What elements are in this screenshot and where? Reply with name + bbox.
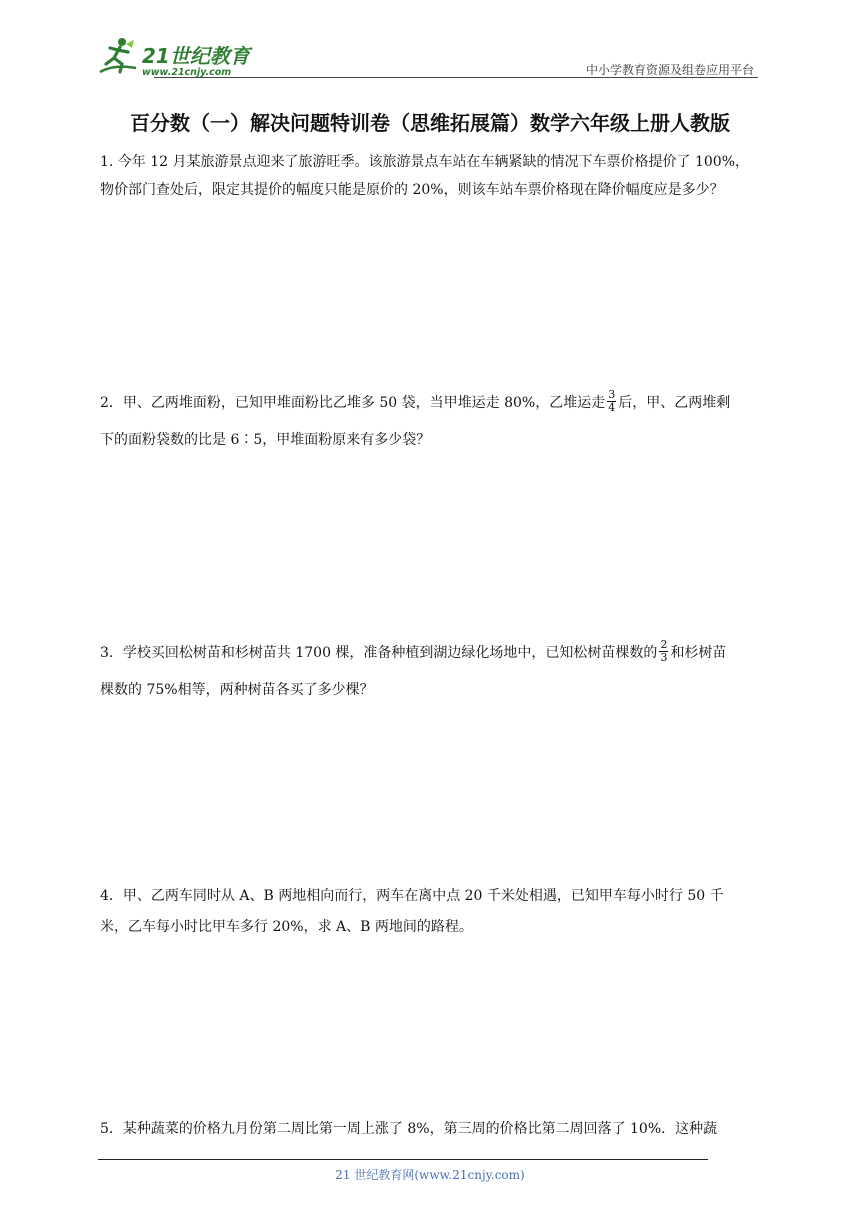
fraction-numerator: 2 (660, 637, 668, 651)
question-3-text-a: 3．学校买回松树苗和杉树苗共 1700 棵，准备种植到湖边绿化场地中，已知松树苗棵数的 (100, 645, 658, 661)
runner-logo-icon (96, 34, 140, 78)
question-1-line-2: 物价部门查处后，限定其提价的幅度只能是原价的 20%，则该车站车票价格现在降价幅度应是多少？ (100, 182, 724, 198)
platform-label: 中小学教育资源及组卷应用平台 (585, 63, 754, 77)
page-header (96, 30, 758, 78)
logo-text (142, 45, 250, 78)
footer-text: 21 世纪教育网(www.21cnjy.com) (335, 1168, 525, 1182)
question-2-text-a: 2．甲、乙两堆面粉，已知甲堆面粉比乙堆多 50 袋，当甲堆运走 80%，乙堆运走 (100, 395, 606, 411)
fraction (659, 639, 668, 664)
question-2-line-1 (100, 386, 765, 420)
fraction-numerator: 3 (608, 387, 616, 401)
question-4-line-2: 米，乙车每小时比甲车多行 20%，求 A、B 两地间的路程。 (100, 919, 473, 935)
fraction (607, 389, 616, 414)
question-4-line-1: 4．甲、乙两车同时从 A、B 两地相向而行，两车在离中点 20 千米处相遇，已知甲车每小时行 50 千 (100, 888, 724, 904)
question-5 (100, 1115, 765, 1143)
logo-main-text: 21世纪教育 (142, 44, 250, 68)
question-3-text-b: 和杉树苗 (670, 645, 727, 661)
question-2-text-b: 后，甲、乙两堆剩 (618, 395, 731, 411)
question-1-line-1: 1. 今年 12 月某旅游景点迎来了旅游旺季。该旅游景点车站在车辆紧缺的情况下车票价格提价了 100%， (100, 154, 749, 170)
question-2 (100, 386, 765, 454)
question-3-line-2: 棵数的 75%相等，两种树苗各买了多少棵？ (100, 682, 374, 698)
header-divider (154, 77, 758, 78)
question-2-line-2: 下的面粉袋数的比是 6∶5，甲堆面粉原来有多少袋？ (100, 432, 431, 448)
logo-url-text: www.21cnjy.com (142, 67, 232, 78)
question-3 (100, 636, 765, 704)
question-3-line-1 (100, 636, 765, 670)
page-title: 百分数（一）解决问题特训卷（思维拓展篇）数学六年级上册人教版 (130, 111, 730, 135)
fraction-denominator: 4 (608, 400, 616, 414)
question-1 (100, 148, 765, 204)
logo (96, 34, 250, 78)
question-5-line-1: 5．某种蔬菜的价格九月份第二周比第一周上涨了 8%，第三周的价格比第二周回落了 10%．这种蔬 (100, 1121, 718, 1137)
fraction-denominator: 3 (660, 650, 668, 664)
footer-divider (98, 1159, 708, 1160)
question-4 (100, 879, 765, 941)
